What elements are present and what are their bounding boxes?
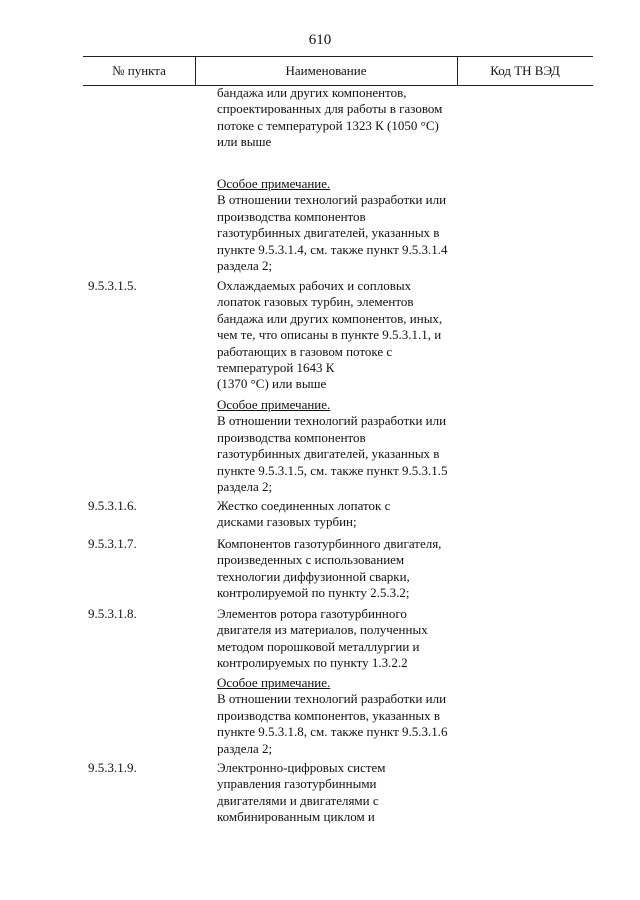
row-text-line: пункте 9.5.3.1.4, см. также пункт 9.5.3.1.4 — [217, 241, 448, 257]
row-text-line: температурой 1643 К — [217, 360, 335, 376]
row-text-line: технологии диффузионной сварки, — [217, 568, 410, 584]
table-row — [217, 606, 487, 672]
item-number: 9.5.3.1.5. — [88, 278, 137, 293]
row-text-line: потоке с температурой 1323 К (1050 °С) — [217, 117, 439, 133]
row-text-line: комбинированным циклом и — [217, 809, 375, 825]
row-text-line: раздела 2; — [217, 258, 273, 274]
row-text-line: спроектированных для работы в газовом — [217, 101, 443, 117]
table-row — [217, 498, 487, 531]
row-text-line: В отношении технологий разработки или — [217, 192, 447, 208]
row-text-line: работающих в газовом потоке с — [217, 343, 393, 359]
row-text-line: пункте 9.5.3.1.5, см. также пункт 9.5.3.1.5 — [217, 462, 448, 478]
row-text-line: методом порошковой металлургии и — [217, 638, 420, 654]
row-text-line: Жестко соединенных лопаток с — [217, 498, 391, 513]
page-number: 610 — [308, 32, 332, 48]
note-title: Особое примечание. — [217, 397, 331, 412]
row-text-line: Компонентов газотурбинного двигателя, — [217, 536, 442, 551]
row-text-line: раздела 2; — [217, 740, 273, 756]
special-note — [217, 397, 487, 495]
row-text-line: производства компонентов, указанных в — [217, 707, 441, 723]
row-text-line: раздела 2; — [217, 479, 273, 495]
row-text-line: бандажа или других компонентов, — [217, 85, 407, 100]
table-header — [83, 56, 593, 86]
row-text-line: В отношении технологий разработки или — [217, 691, 447, 707]
row-text-line: Элементов ротора газотурбинного — [217, 606, 407, 621]
header-item-number: № пункта — [83, 57, 196, 85]
row-text-line: контролируемой по пункту 2.5.3.2; — [217, 585, 410, 601]
row-text-line: лопаток газовых турбин, элементов — [217, 294, 414, 310]
special-note — [217, 675, 487, 757]
row-text-line: произведенных с использованием — [217, 552, 405, 568]
row-text-line: управления газотурбинными — [217, 776, 377, 792]
table-row — [217, 760, 487, 826]
item-number: 9.5.3.1.8. — [88, 606, 137, 621]
row-text-line: чем те, что описаны в пункте 9.5.3.1.1, и — [217, 327, 442, 343]
note-title: Особое примечание. — [217, 675, 331, 690]
row-text-line: Электронно-цифровых систем — [217, 760, 386, 775]
header-code: Код ТН ВЭД — [490, 63, 560, 78]
row-text-line: контролируемых по пункту 1.3.2.2 — [217, 655, 408, 671]
row-text-line: (1370 °С) или выше — [217, 376, 327, 392]
table-row — [217, 85, 487, 151]
row-text-line: бандажа или других компонентов, иных, — [217, 310, 443, 326]
row-text-line: пункте 9.5.3.1.8, см. также пункт 9.5.3.1.6 — [217, 724, 448, 740]
row-text-line: В отношении технологий разработки или — [217, 413, 447, 429]
row-text-line: двигателями и двигателями с — [217, 792, 379, 808]
table-row — [217, 536, 487, 602]
special-note — [217, 176, 487, 274]
row-text-line: газотурбинных двигателей, указанных в — [217, 225, 440, 241]
row-text-line: производства компонентов — [217, 429, 366, 445]
row-text-line: или выше — [217, 134, 272, 150]
row-text-line: производства компонентов — [217, 208, 366, 224]
row-text-line: двигателя из материалов, полученных — [217, 622, 428, 638]
table-body — [0, 85, 640, 885]
item-number: 9.5.3.1.9. — [88, 760, 137, 775]
row-text-line: дисками газовых турбин; — [217, 514, 357, 530]
item-number: 9.5.3.1.7. — [88, 536, 137, 551]
row-text-line: Охлаждаемых рабочих и сопловых — [217, 278, 412, 293]
item-number: 9.5.3.1.6. — [88, 498, 137, 513]
note-title: Особое примечание. — [217, 176, 331, 191]
row-text-line: газотурбинных двигателей, указанных в — [217, 446, 440, 462]
table-row — [217, 278, 487, 393]
header-name: Наименование — [195, 57, 458, 85]
